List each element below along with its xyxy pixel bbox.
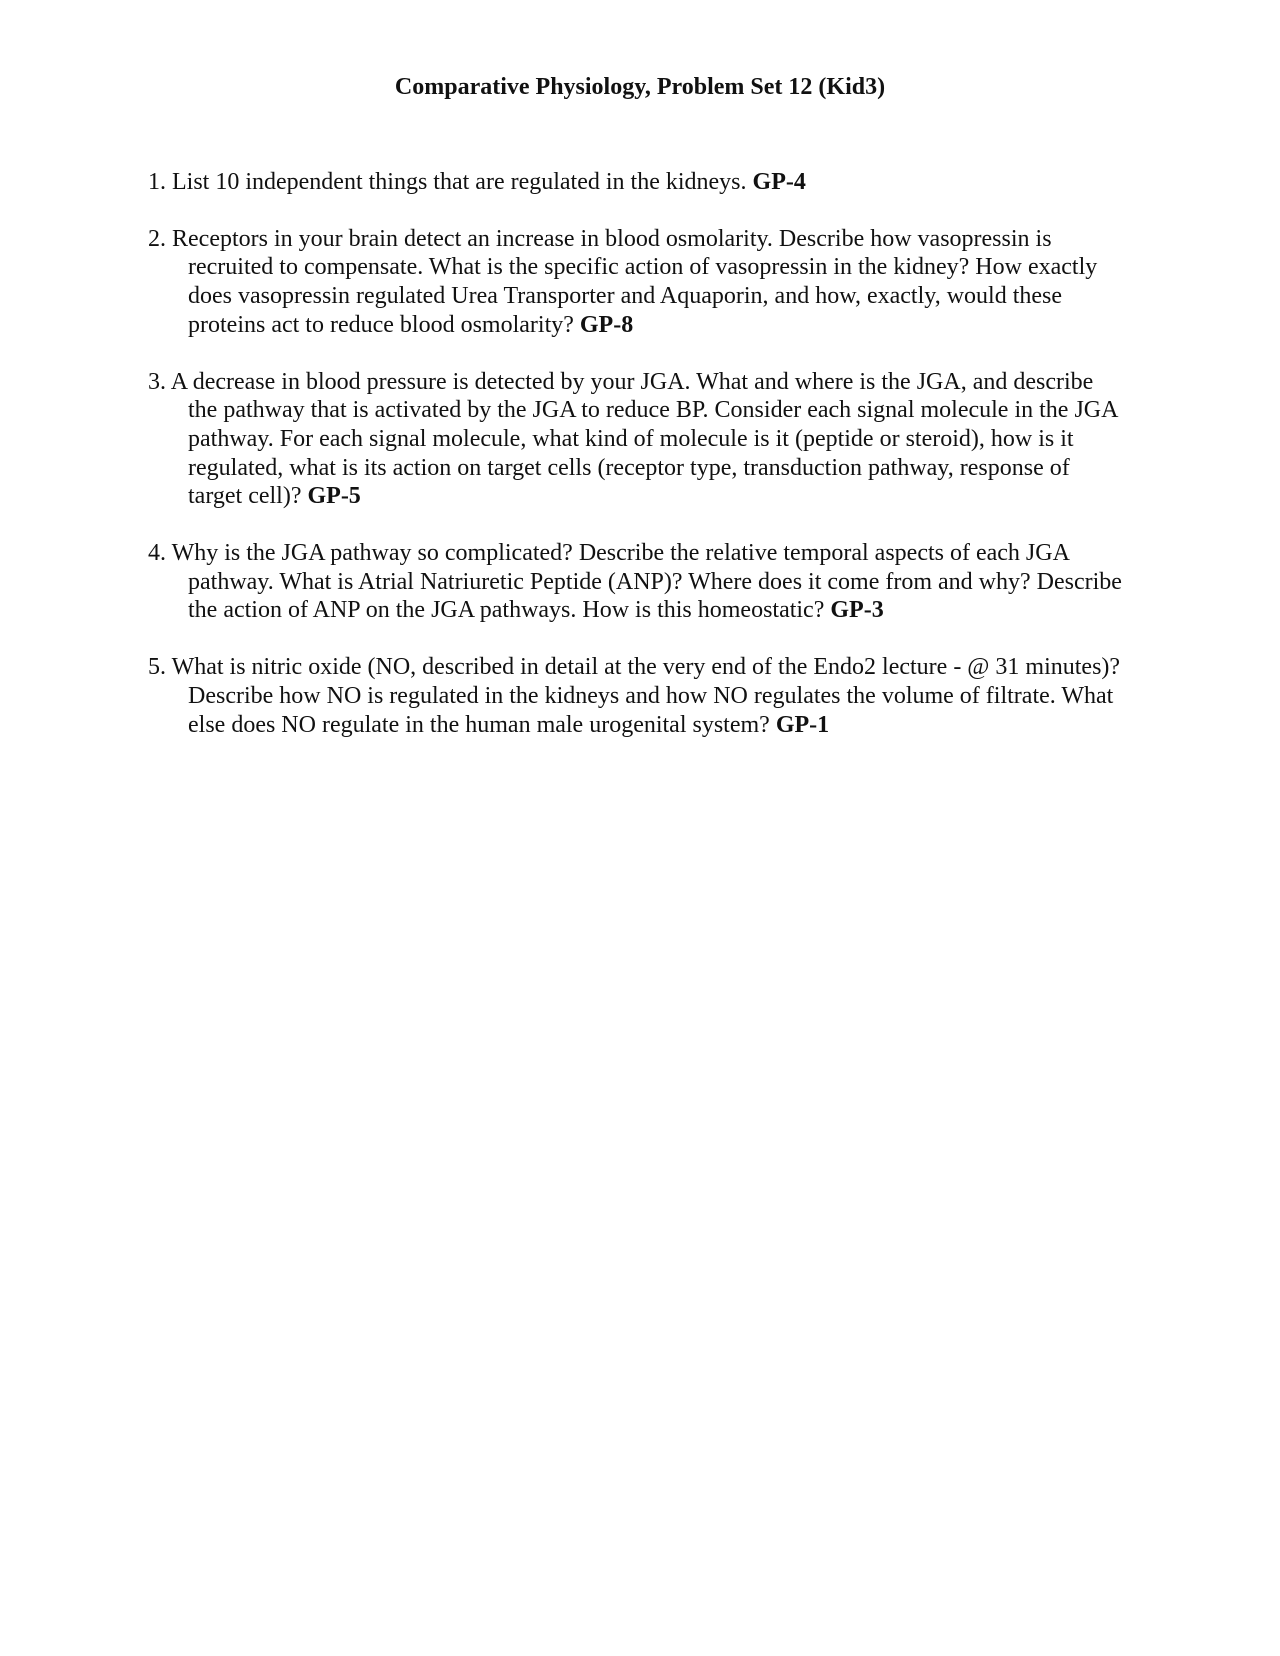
gp-tag: GP-3 bbox=[830, 597, 884, 624]
question-text: Receptors in your brain detect an increase in blood osmolarity. Describe how vasopressin is recruited to compensate. What is the specific action of vasopressin in the kidney? How exactly does vasopressin regulated Urea Transporter and Aquaporin, and how, exactly, would these proteins act to reduce blood osmolarity? bbox=[172, 225, 1098, 338]
question-text: Why is the JGA pathway so complicated? Describe the relative temporal aspects of each JGA pathway. What is Atrial Natriuretic Peptide (ANP)? Where does it come from and why? Describe the action of ANP on the JGA pathways. How is this homeostatic? bbox=[171, 540, 1122, 624]
question-number: 3. bbox=[148, 368, 166, 395]
gp-tag: GP-5 bbox=[307, 483, 361, 510]
question-item-4 bbox=[148, 539, 1128, 625]
question-list bbox=[148, 168, 1128, 767]
question-text: What is nitric oxide (NO, described in detail at the very end of the Endo2 lecture - @ 31 minutes)? Describe how NO is regulated in the kidneys and how NO regulates the volume of filtrate. What else does NO regulate in the human male urogenital system? bbox=[171, 654, 1121, 738]
question-item-1 bbox=[148, 168, 1128, 197]
question-number: 4. bbox=[148, 540, 166, 567]
question-text: List 10 independent things that are regulated in the kidneys. bbox=[172, 169, 747, 195]
question-number: 5. bbox=[148, 654, 166, 681]
question-number: 1. bbox=[148, 169, 166, 195]
document-title: Comparative Physiology, Problem Set 12 (Kid3) bbox=[394, 74, 886, 100]
question-text: A decrease in blood pressure is detected by your JGA. What and where is the JGA, and describe the pathway that is activated by the JGA to reduce BP. Consider each signal molecule in the JGA pathway. For each signal molecule, what kind of molecule is it (peptide or steroid), how is it regulated, what is its action on target cells (receptor type, transduction pathway, response of target cell)? bbox=[170, 368, 1118, 510]
question-item-2 bbox=[148, 225, 1128, 340]
gp-tag: GP-8 bbox=[579, 311, 634, 338]
question-item-5 bbox=[148, 653, 1128, 739]
question-number: 2. bbox=[148, 225, 166, 252]
gp-tag: GP-4 bbox=[752, 169, 806, 195]
question-item-3 bbox=[148, 368, 1128, 512]
gp-tag: GP-1 bbox=[775, 711, 830, 738]
